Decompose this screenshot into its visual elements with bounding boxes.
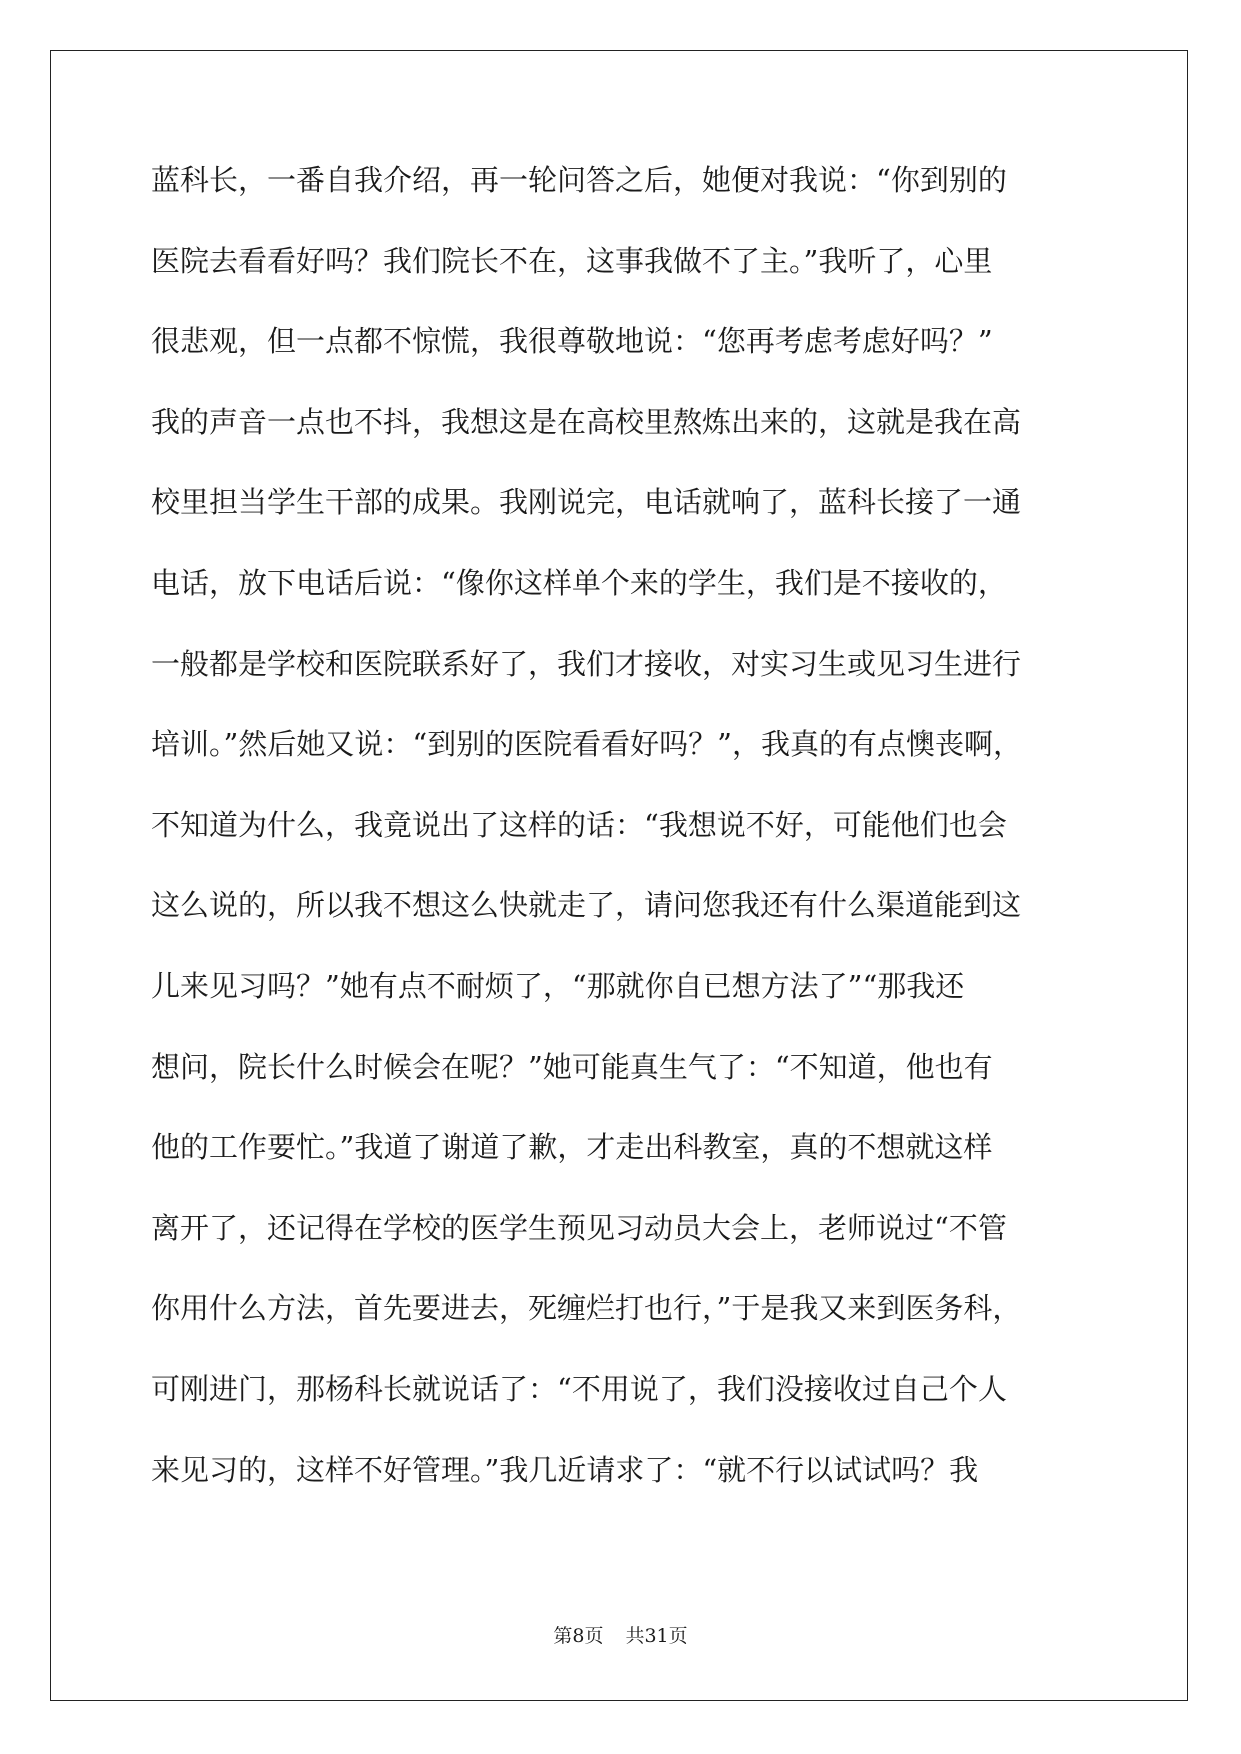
text-line: 可刚进门，那杨科长就说话了：“不用说了，我们没接收过自己个人	[151, 1371, 1007, 1406]
text-line: 不知道为什么，我竟说出了这样的话：“我想说不好，可能他们也会	[151, 807, 1007, 842]
text-line: 电话，放下电话后说：“像你这样单个来的学生，我们是不接收的，	[151, 565, 1007, 600]
page-footer	[0, 1621, 1241, 1648]
text-line: 他的工作要忙。”我道了谢道了歉，才走出科教室，真的不想就这样	[151, 1130, 993, 1165]
text-line: 儿来见习吗？”她有点不耐烦了，“那就你自已想方法了”“那我还	[151, 968, 965, 1003]
text-line: 校里担当学生干部的成果。我刚说完，电话就响了，蓝科长接了一通	[151, 485, 1022, 520]
text-line: 培训。”然后她又说：“到别的医院看看好吗？”，我真的有点懊丧啊，	[151, 727, 1022, 762]
text-line: 很悲观，但一点都不惊慌，我很尊敬地说：“您再考虑考虑好吗？”	[151, 324, 993, 359]
text-line: 你用什么方法，首先要进去，死缠烂打也行，”于是我又来到医务科，	[151, 1291, 1022, 1326]
text-line: 这么说的，所以我不想这么快就走了，请问您我还有什么渠道能到这	[151, 888, 1022, 923]
text-line: 离开了，还记得在学校的医学生预见习动员大会上，老师说过“不管	[151, 1210, 1007, 1245]
page-number: 第8页	[553, 1625, 604, 1647]
text-line: 我的声音一点也不抖，我想这是在高校里熬炼出来的，这就是我在高	[151, 404, 1022, 439]
text-line: 想问，院长什么时候会在呢？”她可能真生气了：“不知道，他也有	[151, 1049, 993, 1084]
text-line: 医院去看看好吗？我们院长不在，这事我做不了主。”我听了，心里	[151, 243, 993, 278]
text-line: 一般都是学校和医院联系好了，我们才接收，对实习生或见习生进行	[151, 646, 1022, 681]
page-total: 共31页	[625, 1625, 688, 1647]
text-line: 蓝科长，一番自我介绍，再一轮问答之后，她便对我说：“你到别的	[151, 163, 1007, 197]
document-body	[151, 160, 1101, 1530]
text-line: 来见习的，这样不好管理。”我几近请求了：“就不行以试试吗？我	[151, 1452, 979, 1487]
